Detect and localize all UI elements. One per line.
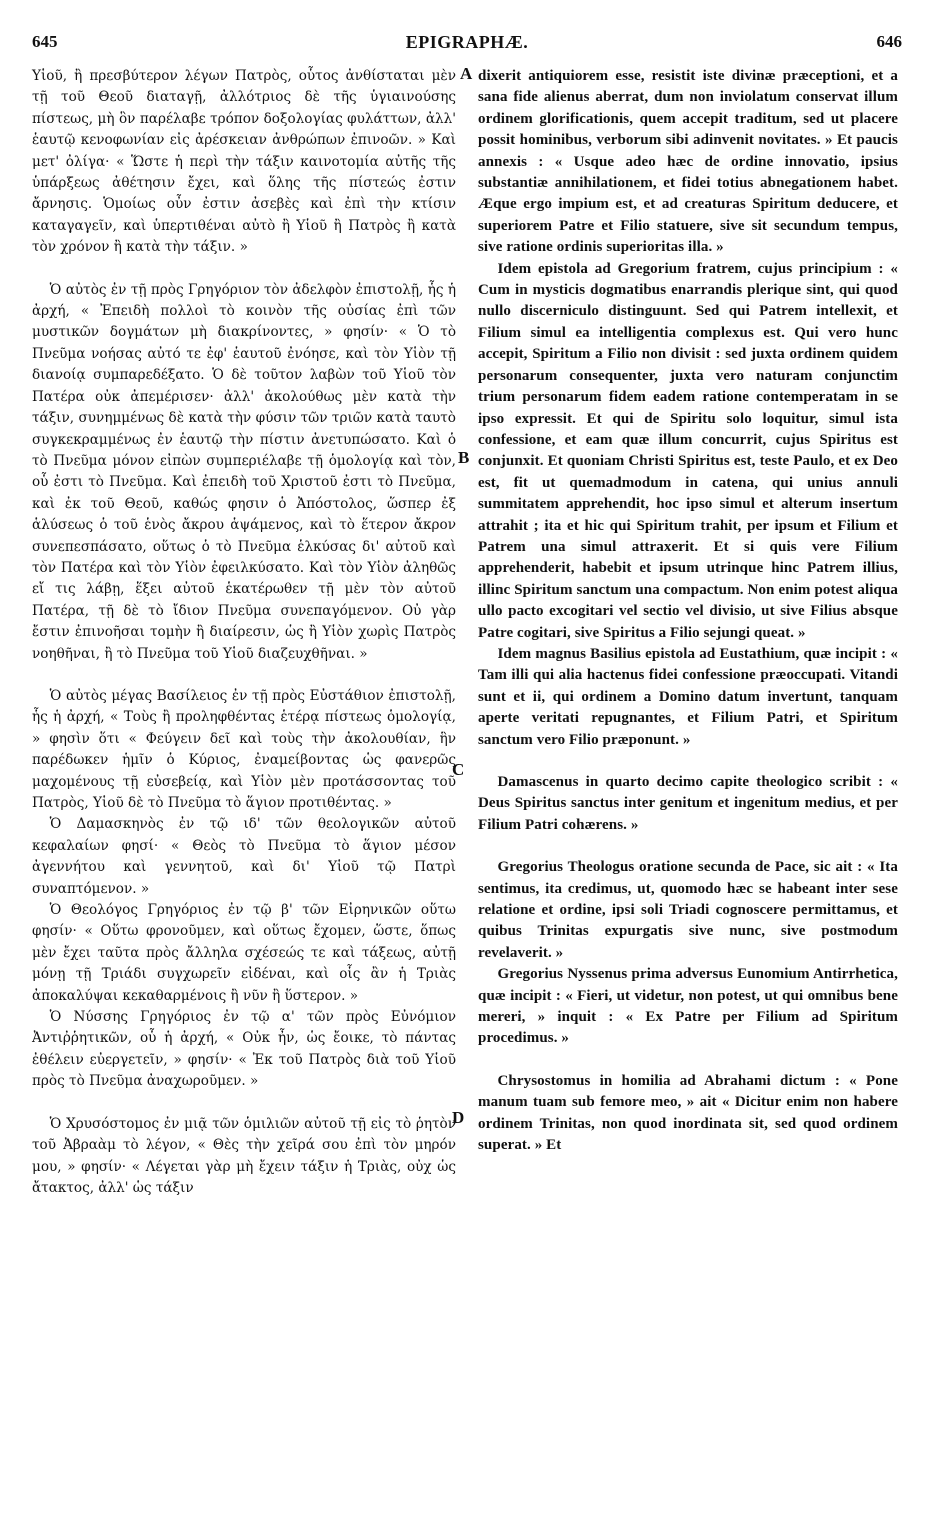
greek-paragraph-1: Υἱοῦ, ἢ πρεσβύτερον λέγων Πατρὸς, οὗτος ἀνθίσταται μὲν τῇ τοῦ Θεοῦ διαταγῇ, ἀλλότριος δὲ τῆς ὑγιαινούσης πίστεως, μὴ ὃν παρέλαβε τρόπον δοξολογίας φυλάττων, ἀλλ' ἑαυτῷ κενοφωνίαν εἰς ἀρέσκειαν ἀνθρώπων ἐπινοῶν. » Καὶ μετ' ὀλίγα· « Ὥστε ἡ περὶ τὴν τάξιν καινοτομία αὐτῆς τῆς ὑπάρξεως ἀθέτησιν ἔχει, καὶ ὅλης τῆς πίστεώς ἐστιν ἄρνησις. Ὁμοίως οὖν ἐστιν ἀσεβὲς καὶ ἐπὶ τὴν κτίσιν καταγαγεῖν, καὶ ὑπερτιθέναι αὐτὸ ἢ Υἱοῦ ἢ Πατρὸς ἢ κατὰ τὸν χρόνον ἢ κατὰ τὴν τάξιν. » xyxy=(32,68,456,256)
page-number-right: 646 xyxy=(876,32,902,51)
latin-paragraph-6: Gregorius Nyssenus prima adversus Eunomium Antirrhetica, quæ incipit : « Fieri, ut videtur, non potest, ut qui omnibus bene mereri, » inquit : « Ex Patre per Filium ad Spiritum procedimus. » xyxy=(478,966,898,1047)
page-number-left: 645 xyxy=(32,32,58,51)
latin-paragraph-7: Chrysostomus in homilia ad Abrahami dictum : « Pone manum tuam sub femore meo, » ait « Dicitur enim non habere ordinem Trinitas, non quod inordinata sit, sed quod ordinem superat. » Et xyxy=(478,1072,898,1154)
greek-paragraph-3: Ὁ αὐτὸς μέγας Βασίλειος ἐν τῇ πρὸς Εὐστάθιον ἐπιστολῇ, ἧς ἡ ἀρχή, « Τοὺς ἢ προληφθέντας ἑτέρᾳ πίστεως ὁμολογίᾳ, » φησὶν ὅτι « Φεύγειν δεῖ καὶ τοὺς τὴν ἀκολουθίαν, ἣν παρέδωκεν ἡμῖν ὁ Κύριος, ἐναμείβοντας ὡς φανερῶς μαχομένους τῇ εὐσεβείᾳ, καὶ Υἱὸν μὲν προτάσσοντας τοῦ Πατρὸς, Υἱοῦ δὲ τὸ Πνεῦμα τὸ ἅγιον προτιθέντας. » xyxy=(32,687,456,811)
margin-marker-c: C xyxy=(452,760,465,779)
greek-paragraph-2: Ὁ αὐτὸς ἐν τῇ πρὸς Γρηγόριον τὸν ἀδελφὸν ἐπιστολῇ, ἧς ἡ ἀρχή, « Ἐπειδὴ πολλοὶ τὸ κοινὸν τῆς οὐσίας ἐπὶ τῶν μυστικῶν δογμάτων μὴ διακρίνοντες, » φησίν· « Ὁ τὸ Πνεῦμα νοήσας αὐτό τε ἐφ' ἑαυτοῦ ἐνόησε, καὶ τὸν Υἱὸν τῇ διανοίᾳ συμπαρεδέξατο. Ὁ δὲ τοῦτον λαβὼν τοῦ Υἱοῦ τὸν Πατέρα οὐκ ἀπεμέρισεν· ἀλλ' ἀκολούθως μὲν κατὰ τὴν τάξιν, συνημμένως δὲ κατὰ τὴν φύσιν τῶν τριῶν κατὰ ταυτὸ συγκεκραμμένως ἐν ἑαυτῷ τὴν πίστιν ἀνετυπώσατο. Καὶ ὁ τὸ Πνεῦμα μόνον εἰπὼν συμπεριέλαβε τῇ ὁμολογίᾳ καὶ τὸν, οὗ ἐστι τὸ Πνεῦμα. Καὶ ἐπειδὴ τοῦ Χριστοῦ ἐστι τὸ Πνεῦμα, καὶ ἐκ τοῦ Θεοῦ, καθώς φησιν ὁ Ἀπόστολος, ὥσπερ ἐξ ἁλύσεως ὁ τοῦ ἑνὸς ἄκρου ἁψάμενος, καὶ τὸ ἕτερον ἄκρον συνεπεσπάσατο, οὕτως ὁ τὸ Πνεῦμα ἑλκύσας δι' αὐτοῦ καὶ τὸν Πατέρα καὶ τὸν Υἱὸν ἐφειλκύσατο. Καὶ τὸν Υἱὸν ἀληθῶς εἴ τις λάβῃ, ἕξει αὐτοῦ ἑκατέρωθεν τῇ μὲν τὸν αὐτοῦ Πατέρα, τῇ δὲ τὸ ἴδιον Πνεῦμα συνεπαγόμενον. Οὐ γὰρ ἔστιν ἐπινοῆσαι τομὴν ἢ διαίρεσιν, ὡς ἢ Υἱὸν χωρὶς Πατρὸς νοηθῆναι, ἢ τὸ Πνεῦμα τοῦ Υἱοῦ διαζευχθῆναι. » xyxy=(32,281,456,662)
latin-paragraph-1: dixerit antiquiorem esse, resistit iste divinæ præceptioni, et a sana fide alienus aberrat, dum non inviolatum conservat illum ordinem glorificationis, quem accepit traditum, sed ut placere possit hominibus, verborum sibi adinvenit novitates. » Et paucis annexis : « Usque adeo hæc de ordine innovatio, ipsius substantiæ annihilationem, et fidei totius abnegationem habet. Æque ergo impium est, et ad creaturas Spiritum deducere, et superiorem Patre et Filio statuere, sive sit secundum tempus, sive ratione ordinis superioritas illa. » xyxy=(478,68,898,256)
margin-marker-d: D xyxy=(452,1108,465,1127)
greek-paragraph-6: Ὁ Νύσσης Γρηγόριος ἐν τῷ α' τῶν πρὸς Εὐνόμιον Ἀντιῤῥητικῶν, οὗ ἡ ἀρχή, « Οὐκ ἦν, ὡς ἔοικε, τὸ πάντας ἐθέλειν εὐεργετεῖν, » φησίν· « Ἐκ τοῦ Πατρὸς διὰ τοῦ Υἱοῦ πρὸς τὸ Πνεῦμα ἀναχωροῦμεν. » xyxy=(32,1009,456,1090)
latin-column xyxy=(478,66,898,1157)
latin-paragraph-2: Idem epistola ad Gregorium fratrem, cujus principium : « Cum in mysticis dogmatibus enarrandis plerique sint, qui quod nullo discerniculo distinguunt. Sed qui Patrem intellexit, et Filium simul ea intelligentia complexus est. Qui vero hunc accepit, Spiritum a Filio non divisit : sed juxta ordinem quidem personarum consequenter, juxta vero naturam conjunctim trium personarum fidem eadem ratione contemperatam in se ipso expressit. Et qui de Spiritu solo loquitur, simul ista confessione, et eam quæ illum concurrit, cujus Spiritus est conjunxit. Et quoniam Christi Spiritus est, teste Paulo, et ex Deo est, fit ut quemadmodum in catena, qui unius annuli summitatem apprehendit, hoc ipso simul et alterum insertum attrahit ; ita et hic qui Spiritum trahit, per ipsum et Filium et Patrem una simul attraxerit. Et si quis vere Filium apprehenderit, habebit et ipsum utrinque hinc Patrem illius, illinc Spiritum sanctum una compactum. Non enim potest aliqua ullo pacto excogitari vel sectio vel divisio, ut sive Filius absque Patre cogitari, sive Spiritus a Filio sejungi queat. » xyxy=(478,260,898,641)
running-title: EPIGRAPHÆ. xyxy=(405,32,529,52)
latin-paragraph-3: Idem magnus Basilius epistola ad Eustathium, quæ incipit : « Tam illi qui alia hactenus fidei confessione præoccupati. Vitandi sunt et ii, qui ordinem a Domino datum invertunt, tanquam aperte veritati repugnantes, et Filium Patri, et Spiritum sanctum vero Filio præponunt. » xyxy=(478,645,898,748)
greek-paragraph-4: Ὁ Δαμασκηνὸς ἐν τῷ ιδ' τῶν θεολογικῶν αὐτοῦ κεφαλαίων φησί· « Θεὸς τὸ Πνεῦμα τὸ ἅγιον μέσον ἀγεννήτου καὶ γεννητοῦ, καὶ δι' Υἱοῦ τῷ Πατρὶ συναπτόμενον. » xyxy=(32,816,456,897)
page-header xyxy=(32,32,902,58)
greek-paragraph-5: Ὁ Θεολόγος Γρηγόριος ἐν τῷ β' τῶν Εἰρηνικῶν οὕτω φησίν· « Οὕτω φρονοῦμεν, καὶ οὕτως ἔχομεν, ὥστε, ὅπως μὲν ἔχει ταῦτα πρὸς ἄλληλα σχέσεώς τε καὶ τάξεως, αὐτῇ μόνῃ τῇ Τριάδι συγχωρεῖν εἰδέναι, καὶ οἷς ἂν ἡ Τριὰς ἀποκαλύψαι κεκαθαρμένοις ἢ νῦν ἢ ὕστερον. » xyxy=(32,902,456,1004)
margin-marker-a: A xyxy=(460,64,473,83)
latin-paragraph-4: Damascenus in quarto decimo capite theologico scribit : « Deus Spiritus sanctus inter genitum et ingenitum medius, et per Filium Patri cohærens. » xyxy=(478,774,898,833)
greek-column xyxy=(32,66,456,1199)
latin-paragraph-5: Gregorius Theologus oratione secunda de Pace, sic ait : « Ita sentimus, ita credimus, ut, quomodo hæc se habeant inter sese relatione et ordine, ipsi soli Triadi cognoscere permittamus, et quibus Trinitas expurgatis sive nunc, sive postmodum revelaverit. » xyxy=(478,859,898,961)
greek-paragraph-7: Ὁ Χρυσόστομος ἐν μιᾷ τῶν ὁμιλιῶν αὐτοῦ τῇ εἰς τὸ ῥητὸν τοῦ Ἀβραὰμ τὸ λέγον, « Θὲς τὴν χεῖρά σου ἐπὶ τὸν μηρόν μου, » φησίν· « Λέγεται γὰρ μὴ ἔχειν τάξιν ἡ Τριὰς, οὐχ ὡς ἄτακτος, ἀλλ' ὡς τάξιν xyxy=(32,1115,456,1196)
margin-marker-b: B xyxy=(458,448,470,467)
